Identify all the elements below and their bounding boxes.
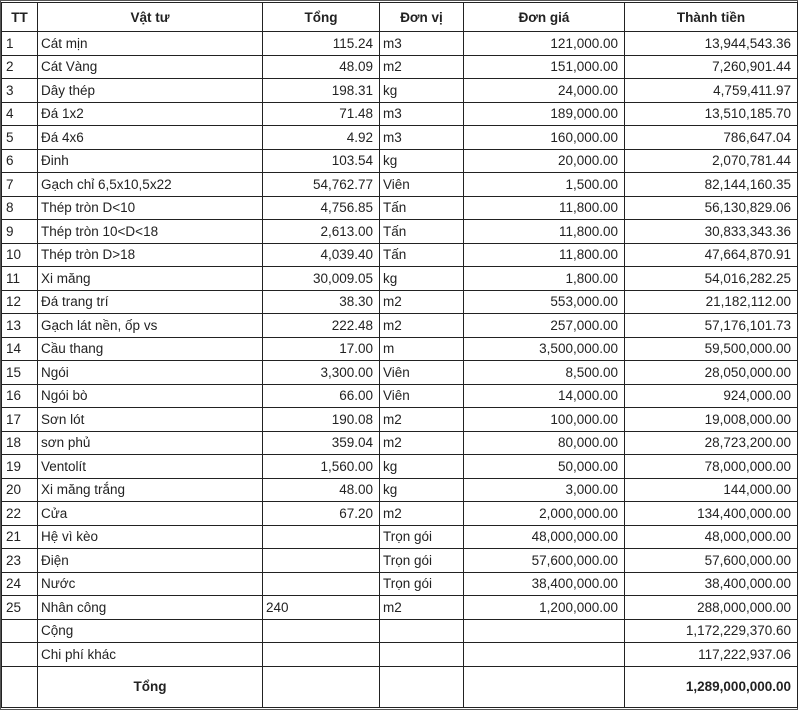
table-row — [2, 384, 798, 408]
cell-vat-tu: sơn phủ — [38, 431, 263, 455]
cell-tt: 8 — [2, 196, 38, 220]
cell-tong: 240 — [263, 596, 380, 620]
table-body — [2, 32, 798, 620]
cell-don-vi: m3 — [380, 102, 464, 126]
table-row — [2, 502, 798, 526]
cell-thanh-tien: 2,070,781.44 — [625, 149, 798, 173]
cell-don-gia: 553,000.00 — [464, 290, 625, 314]
cell-don-vi: Viên — [380, 384, 464, 408]
cell-don-gia: 11,800.00 — [464, 220, 625, 244]
cell-tt: 17 — [2, 408, 38, 432]
cell-tong — [263, 525, 380, 549]
summary-tt — [2, 643, 38, 667]
cell-thanh-tien: 82,144,160.35 — [625, 173, 798, 197]
cell-tong: 30,009.05 — [263, 267, 380, 291]
table-row — [2, 455, 798, 479]
table-row — [2, 102, 798, 126]
cell-tong: 38.30 — [263, 290, 380, 314]
cell-don-gia: 11,800.00 — [464, 196, 625, 220]
cell-don-gia: 189,000.00 — [464, 102, 625, 126]
summary-row-cong — [2, 619, 798, 643]
cell-tong: 48.09 — [263, 55, 380, 79]
cell-tong: 190.08 — [263, 408, 380, 432]
summary-empty — [380, 619, 464, 643]
cell-thanh-tien: 28,723,200.00 — [625, 431, 798, 455]
cell-tong: 3,300.00 — [263, 361, 380, 385]
cell-don-vi: m2 — [380, 431, 464, 455]
cell-thanh-tien: 56,130,829.06 — [625, 196, 798, 220]
cell-thanh-tien: 134,400,000.00 — [625, 502, 798, 526]
cell-thanh-tien: 924,000.00 — [625, 384, 798, 408]
cell-vat-tu: Ngói bò — [38, 384, 263, 408]
cell-tong: 71.48 — [263, 102, 380, 126]
cell-don-gia: 2,000,000.00 — [464, 502, 625, 526]
cell-vat-tu: Gạch chỉ 6,5x10,5x22 — [38, 173, 263, 197]
cell-thanh-tien: 288,000,000.00 — [625, 596, 798, 620]
cell-tt: 20 — [2, 478, 38, 502]
cell-don-vi: kg — [380, 267, 464, 291]
header-thanh-tien: Thành tiền — [625, 3, 798, 32]
cell-tt: 1 — [2, 32, 38, 56]
cell-don-gia: 1,800.00 — [464, 267, 625, 291]
cell-vat-tu: Dây thép — [38, 79, 263, 103]
header-vat-tu: Vật tư — [38, 3, 263, 32]
cell-tong: 4,756.85 — [263, 196, 380, 220]
cell-tong: 66.00 — [263, 384, 380, 408]
cell-vat-tu: Nước — [38, 572, 263, 596]
cell-vat-tu: Đá 1x2 — [38, 102, 263, 126]
cell-don-vi: m3 — [380, 32, 464, 56]
cell-don-vi: Trọn gói — [380, 525, 464, 549]
cell-vat-tu: Đá trang trí — [38, 290, 263, 314]
header-don-gia: Đơn giá — [464, 3, 625, 32]
cell-thanh-tien: 47,664,870.91 — [625, 243, 798, 267]
cell-don-vi: Tấn — [380, 243, 464, 267]
cell-don-gia: 50,000.00 — [464, 455, 625, 479]
cell-vat-tu: Thép tròn D<10 — [38, 196, 263, 220]
materials-table — [1, 2, 798, 708]
cell-thanh-tien: 38,400,000.00 — [625, 572, 798, 596]
cell-don-gia: 257,000.00 — [464, 314, 625, 338]
cell-thanh-tien: 21,182,112.00 — [625, 290, 798, 314]
cell-tt: 13 — [2, 314, 38, 338]
cell-don-vi: Viên — [380, 361, 464, 385]
table-row — [2, 126, 798, 150]
table-row — [2, 408, 798, 432]
total-value: 1,289,000,000.00 — [625, 666, 798, 707]
cell-tt: 19 — [2, 455, 38, 479]
header-don-vi: Đơn vị — [380, 3, 464, 32]
cell-don-vi: kg — [380, 455, 464, 479]
cell-don-gia: 57,600,000.00 — [464, 549, 625, 573]
cell-don-vi: kg — [380, 79, 464, 103]
cell-vat-tu: Nhân công — [38, 596, 263, 620]
table-row — [2, 549, 798, 573]
total-label: Tổng — [38, 666, 263, 707]
cell-tong — [263, 549, 380, 573]
cell-tong: 67.20 — [263, 502, 380, 526]
table-row — [2, 290, 798, 314]
summary-empty — [263, 643, 380, 667]
cell-don-gia: 100,000.00 — [464, 408, 625, 432]
cell-don-gia: 3,000.00 — [464, 478, 625, 502]
cell-tong: 103.54 — [263, 149, 380, 173]
table-row — [2, 220, 798, 244]
table-row — [2, 79, 798, 103]
cell-vat-tu: Đinh — [38, 149, 263, 173]
total-empty — [380, 666, 464, 707]
cell-don-vi: kg — [380, 149, 464, 173]
cell-tt: 3 — [2, 79, 38, 103]
cell-tt: 4 — [2, 102, 38, 126]
cell-vat-tu: Điện — [38, 549, 263, 573]
summary-empty — [464, 643, 625, 667]
cell-thanh-tien: 54,016,282.25 — [625, 267, 798, 291]
cell-tong: 115.24 — [263, 32, 380, 56]
cell-tong: 48.00 — [263, 478, 380, 502]
cell-vat-tu: Đá 4x6 — [38, 126, 263, 150]
cell-tong: 2,613.00 — [263, 220, 380, 244]
cell-don-vi: m2 — [380, 314, 464, 338]
cell-tt: 14 — [2, 337, 38, 361]
cell-tong: 54,762.77 — [263, 173, 380, 197]
cell-vat-tu: Cát mịn — [38, 32, 263, 56]
cell-tong: 1,560.00 — [263, 455, 380, 479]
cell-tt: 16 — [2, 384, 38, 408]
cell-tt: 25 — [2, 596, 38, 620]
cell-don-gia: 121,000.00 — [464, 32, 625, 56]
cell-vat-tu: Thép tròn D>18 — [38, 243, 263, 267]
cell-thanh-tien: 19,008,000.00 — [625, 408, 798, 432]
cell-tt: 18 — [2, 431, 38, 455]
header-tong: Tổng — [263, 3, 380, 32]
cell-thanh-tien: 78,000,000.00 — [625, 455, 798, 479]
cell-tt: 9 — [2, 220, 38, 244]
cell-thanh-tien: 13,510,185.70 — [625, 102, 798, 126]
cell-thanh-tien: 144,000.00 — [625, 478, 798, 502]
cell-thanh-tien: 4,759,411.97 — [625, 79, 798, 103]
summary-empty — [380, 643, 464, 667]
cell-vat-tu: Cầu thang — [38, 337, 263, 361]
cell-tt: 22 — [2, 502, 38, 526]
cell-thanh-tien: 7,260,901.44 — [625, 55, 798, 79]
summary-tt — [2, 619, 38, 643]
cell-thanh-tien: 786,647.04 — [625, 126, 798, 150]
cell-tt: 6 — [2, 149, 38, 173]
cell-don-vi: kg — [380, 478, 464, 502]
cell-don-vi: m2 — [380, 502, 464, 526]
cell-don-gia: 48,000,000.00 — [464, 525, 625, 549]
cell-tt: 15 — [2, 361, 38, 385]
table-row — [2, 337, 798, 361]
table-row — [2, 572, 798, 596]
table-row — [2, 32, 798, 56]
cell-tong: 359.04 — [263, 431, 380, 455]
table-row — [2, 478, 798, 502]
summary-label: Chi phí khác — [38, 643, 263, 667]
table-row — [2, 361, 798, 385]
cell-tt: 24 — [2, 572, 38, 596]
table-row — [2, 196, 798, 220]
cell-don-vi: Trọn gói — [380, 572, 464, 596]
cell-don-gia: 1,200,000.00 — [464, 596, 625, 620]
cell-don-gia: 151,000.00 — [464, 55, 625, 79]
cell-don-vi: m2 — [380, 596, 464, 620]
table-row — [2, 596, 798, 620]
cell-tt: 11 — [2, 267, 38, 291]
summary-label: Cộng — [38, 619, 263, 643]
cell-vat-tu: Cát Vàng — [38, 55, 263, 79]
cell-don-gia: 14,000.00 — [464, 384, 625, 408]
table-row — [2, 267, 798, 291]
cell-don-vi: Tấn — [380, 220, 464, 244]
cell-don-vi: Tấn — [380, 196, 464, 220]
cell-vat-tu: Xi măng trắng — [38, 478, 263, 502]
table-row — [2, 149, 798, 173]
cell-vat-tu: Xi măng — [38, 267, 263, 291]
cell-tong: 4,039.40 — [263, 243, 380, 267]
cell-tt: 10 — [2, 243, 38, 267]
table-row — [2, 314, 798, 338]
cell-tt: 7 — [2, 173, 38, 197]
cell-tt: 5 — [2, 126, 38, 150]
cell-tt: 2 — [2, 55, 38, 79]
cell-tong: 4.92 — [263, 126, 380, 150]
cell-vat-tu: Hệ vì kèo — [38, 525, 263, 549]
table-row — [2, 431, 798, 455]
summary-value: 1,172,229,370.60 — [625, 619, 798, 643]
cell-thanh-tien: 57,600,000.00 — [625, 549, 798, 573]
cell-vat-tu: Thép tròn 10<D<18 — [38, 220, 263, 244]
cell-thanh-tien: 13,944,543.36 — [625, 32, 798, 56]
cell-thanh-tien: 59,500,000.00 — [625, 337, 798, 361]
cell-don-gia: 38,400,000.00 — [464, 572, 625, 596]
cell-tt: 12 — [2, 290, 38, 314]
cell-don-gia: 160,000.00 — [464, 126, 625, 150]
cell-thanh-tien: 48,000,000.00 — [625, 525, 798, 549]
cell-don-vi: m3 — [380, 126, 464, 150]
cell-don-vi: m2 — [380, 290, 464, 314]
cell-don-gia: 8,500.00 — [464, 361, 625, 385]
table-row — [2, 243, 798, 267]
total-tt — [2, 666, 38, 707]
table-row — [2, 525, 798, 549]
cell-don-gia: 20,000.00 — [464, 149, 625, 173]
cell-vat-tu: Gạch lát nền, ốp vs — [38, 314, 263, 338]
cell-don-vi: Viên — [380, 173, 464, 197]
summary-empty — [464, 619, 625, 643]
cell-don-gia: 80,000.00 — [464, 431, 625, 455]
summary-row-chi-phi-khac — [2, 643, 798, 667]
cell-don-vi: m2 — [380, 408, 464, 432]
cell-don-gia: 3,500,000.00 — [464, 337, 625, 361]
cell-tong: 17.00 — [263, 337, 380, 361]
header-tt: TT — [2, 3, 38, 32]
cell-don-vi: m — [380, 337, 464, 361]
table-row — [2, 173, 798, 197]
cell-tt: 23 — [2, 549, 38, 573]
total-row — [2, 666, 798, 707]
total-empty — [464, 666, 625, 707]
cell-vat-tu: Ventolít — [38, 455, 263, 479]
summary-value: 117,222,937.06 — [625, 643, 798, 667]
cell-vat-tu: Ngói — [38, 361, 263, 385]
cell-don-vi: m2 — [380, 55, 464, 79]
table-row — [2, 55, 798, 79]
cell-don-gia: 11,800.00 — [464, 243, 625, 267]
cell-tt: 21 — [2, 525, 38, 549]
cell-don-vi: Trọn gói — [380, 549, 464, 573]
cell-thanh-tien: 57,176,101.73 — [625, 314, 798, 338]
total-empty — [263, 666, 380, 707]
cell-thanh-tien: 30,833,343.36 — [625, 220, 798, 244]
cell-don-gia: 24,000.00 — [464, 79, 625, 103]
cell-tong — [263, 572, 380, 596]
cell-tong: 222.48 — [263, 314, 380, 338]
cell-vat-tu: Sơn lót — [38, 408, 263, 432]
cell-thanh-tien: 28,050,000.00 — [625, 361, 798, 385]
cell-tong: 198.31 — [263, 79, 380, 103]
cell-don-gia: 1,500.00 — [464, 173, 625, 197]
cell-vat-tu: Cửa — [38, 502, 263, 526]
summary-empty — [263, 619, 380, 643]
header-row — [2, 3, 798, 32]
